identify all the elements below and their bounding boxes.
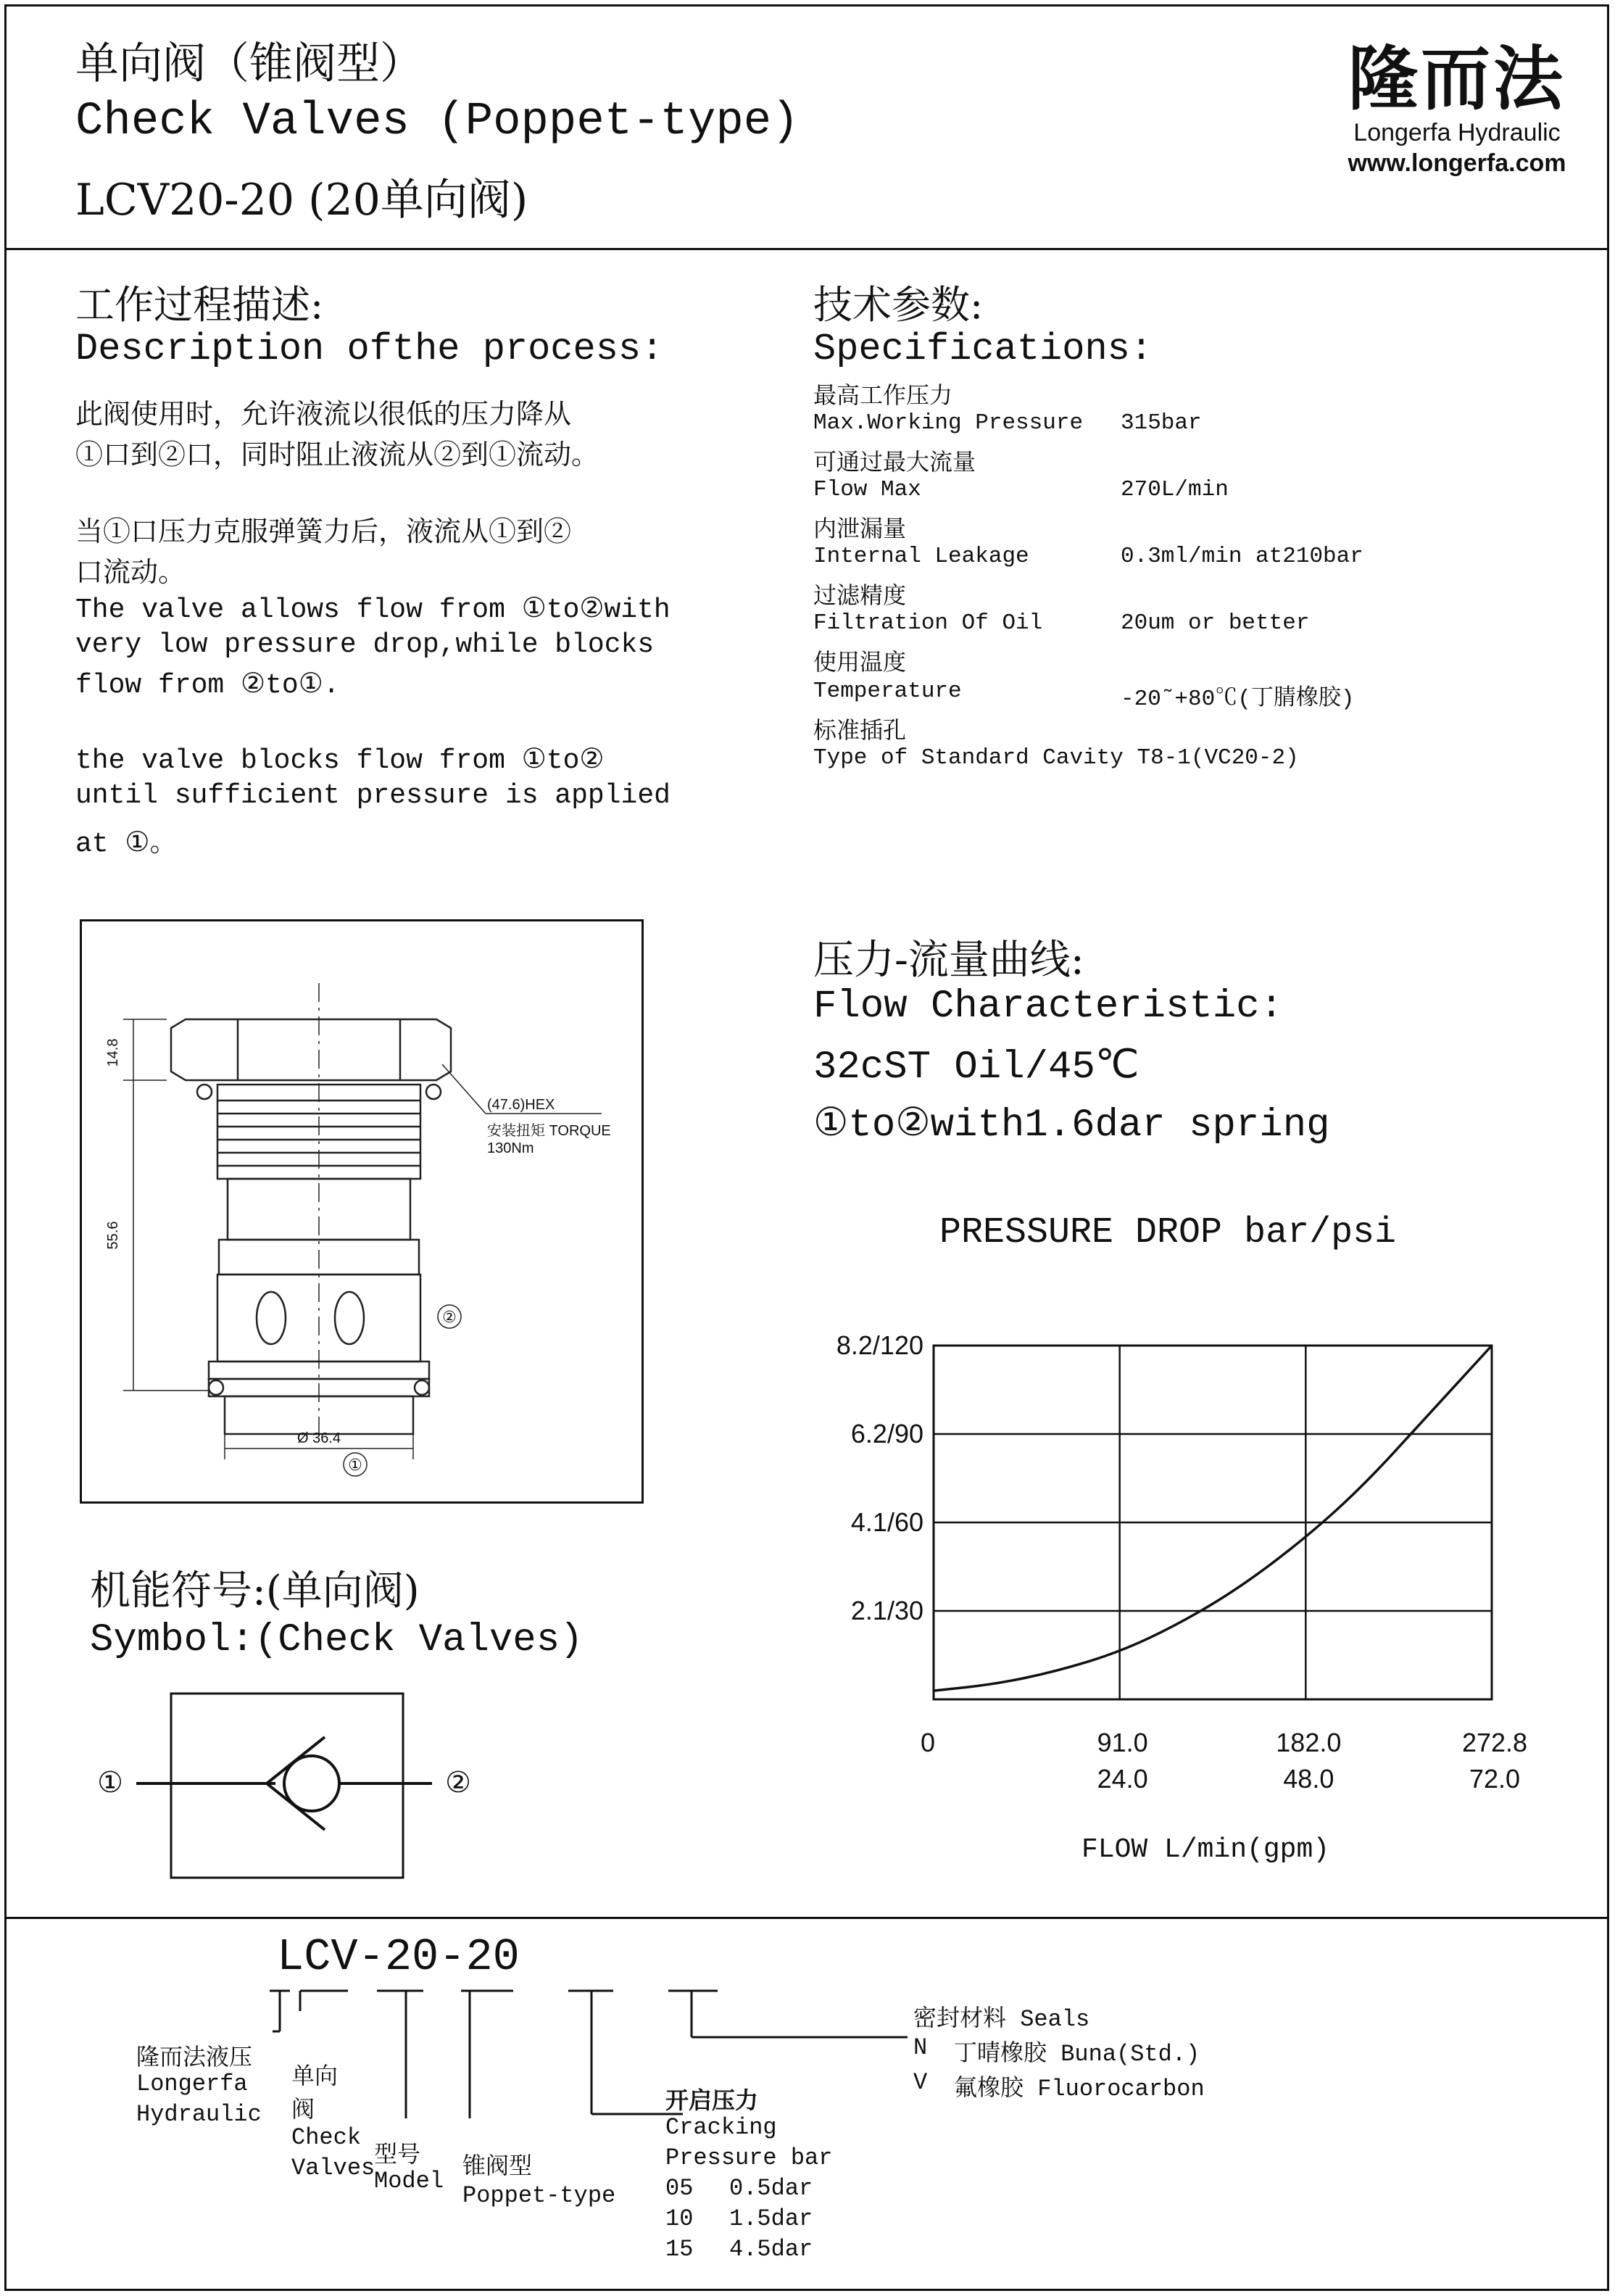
ordering-type-en: Valves [291,2155,375,2181]
company-logo [1334,42,1580,178]
flow-spring: ①to②with1.6dar spring [813,1103,1330,1148]
symbol-heading-en: Symbol:(Check Valves) [90,1618,584,1662]
symbol-heading-cn: 机能符号:(单向阀) [90,1567,420,1615]
description-text: ①口到②口，同时阻止液流从②到①流动。 [75,439,599,471]
brand-name: Longerfa Hydraulic [1353,119,1561,146]
description-text: The valve allows flow from ①to②with [75,594,671,626]
valve-drawing [80,919,644,1504]
spec-label-cn: 可通过最大流量 [813,448,976,476]
description-text: the valve blocks flow from ①to② [75,745,605,776]
spec-label-en: Type of Standard Cavity T8-1(VC20-2) [813,745,1299,771]
spec-label-en: Temperature [813,679,962,704]
description-text: 当①口压力克服弹簧力后，液流从①到② [75,515,572,547]
ordering-model-en: Model [374,2168,444,2195]
x-tick-label: 272.8 [1461,1728,1528,1757]
model-line: LCV20-20 (20单向阀) [75,175,528,225]
logo-text: 隆而法 [1348,41,1566,118]
ordering-brand-en: Hydraulic [136,2101,262,2128]
flow-oil: 32cST Oil/45℃ [813,1045,1139,1090]
cracking-option-code: 15 [665,2236,694,2263]
spec-label-en: Internal Leakage [813,544,1029,569]
dim-diameter-label: Ø 36.4 [296,1430,341,1446]
description-text: until sufficient pressure is applied [75,780,671,811]
ordering-divider [4,1917,1609,1919]
ordering-cracking-en: Cracking [665,2114,777,2141]
description-text: 口流动。 [75,556,186,588]
flow-heading-en: Flow Characteristic: [813,985,1284,1029]
chart-xlabel: FLOW L/min(gpm) [1081,1834,1330,1865]
description-text: very low pressure drop,while blocks [75,629,655,660]
y-tick-label: 8.2/120 [836,1330,923,1360]
ordering-type-cn: 阀 [291,2095,315,2123]
ordering-model-cn: 型号 [374,2140,421,2168]
header-divider [4,248,1609,250]
x-tick-label: 182.0 [1276,1728,1342,1757]
spec-value: 20um or better [1121,610,1310,636]
dim-body-label: 55.6 [105,1221,121,1250]
ordering-poppet-cn: 锥阀型 [462,2152,533,2179]
seal-option-code: N [913,2034,928,2061]
torque-label: 安装扭矩 TORQUE [487,1123,611,1139]
x-tick-label-gpm: 72.0 [1469,1764,1521,1794]
drawing-port2: ② [442,1308,457,1326]
seal-option-value: 丁晴橡胶 Buna(Std.) [954,2041,1200,2068]
description-text: at ①。 [75,829,178,860]
drawing-port1: ① [348,1456,362,1474]
x-tick-label: 91.0 [1097,1728,1148,1757]
spec-value: 270L/min [1121,477,1229,502]
seals-title: 密封材料 Seals [913,2006,1090,2033]
ordering-type-cn: 单向 [291,2062,339,2089]
spec-label-cn: 标准插孔 [813,716,907,744]
ordering-poppet-en: Poppet-type [462,2182,616,2209]
description-text: flow from ②to①. [75,670,340,701]
y-tick-label: 4.1/60 [850,1507,923,1537]
specs-heading-en: Specifications: [813,328,1153,370]
spec-label-en: Flow Max [813,477,921,502]
title-cn: 单向阀（锥阀型） [75,38,423,89]
dim-top-label: 14.8 [105,1038,121,1067]
ordering-cracking-en: Pressure bar [665,2144,833,2171]
description-heading-en: Description ofthe process: [75,328,664,370]
x-tick-label-gpm: 48.0 [1283,1764,1334,1794]
seal-option-value: 氟橡胶 Fluorocarbon [954,2076,1205,2102]
ordering-brand-en: Longerfa [136,2071,248,2097]
ordering-code: LCV-20-20 [277,1931,520,1983]
cracking-option-value: 1.5dar [729,2205,813,2232]
ordering-brand-cn: 隆而法液压 [136,2043,253,2071]
spec-value: 0.3ml/min at210bar [1121,544,1363,569]
cracking-option-code: 05 [665,2175,694,2202]
ordering-type-en: Check [291,2124,362,2151]
specs-heading-cn: 技术参数: [813,282,984,328]
spec-value: -20˜+80℃(丁腈橡胶) [1121,687,1355,712]
website: www.longerfa.com [1348,149,1566,177]
spec-value: 315bar [1121,410,1202,436]
x-tick-label: 0 [920,1728,936,1757]
torque-value: 130Nm [487,1140,534,1156]
hex-label: (47.6)HEX [487,1097,555,1113]
title-en: Check Valves (Poppet-type) [75,96,800,148]
ordering-cracking-cn: 开启压力 [665,2087,759,2113]
cracking-option-code: 10 [665,2205,694,2232]
cracking-option-value: 4.5dar [729,2236,813,2263]
x-tick-label-gpm: 24.0 [1097,1764,1148,1794]
spec-label-cn: 内泄漏量 [813,515,907,542]
spec-label-cn: 使用温度 [813,648,907,676]
flow-heading-cn: 压力-流量曲线: [813,937,1084,984]
flow-chart [797,1312,1587,1892]
check-valve-symbol [80,1682,515,1892]
flow-curve [934,1346,1492,1691]
symbol-port1: ① [97,1767,123,1799]
chart-title: PRESSURE DROP bar/psi [939,1212,1397,1253]
spec-label-cn: 过滤精度 [813,581,907,609]
description-text: 此阀使用时，允许液流以很低的压力降从 [75,398,572,430]
cracking-option-value: 0.5dar [729,2175,813,2202]
y-tick-label: 2.1/30 [850,1596,923,1625]
y-tick-label: 6.2/90 [850,1419,923,1449]
symbol-port2: ② [445,1767,471,1799]
spec-label-en: Filtration Of Oil [813,610,1043,636]
spec-label-en: Max.Working Pressure [813,410,1084,436]
seal-option-code: V [913,2069,928,2096]
description-heading-cn: 工作过程描述: [75,282,324,328]
spec-label-cn: 最高工作压力 [813,381,953,409]
